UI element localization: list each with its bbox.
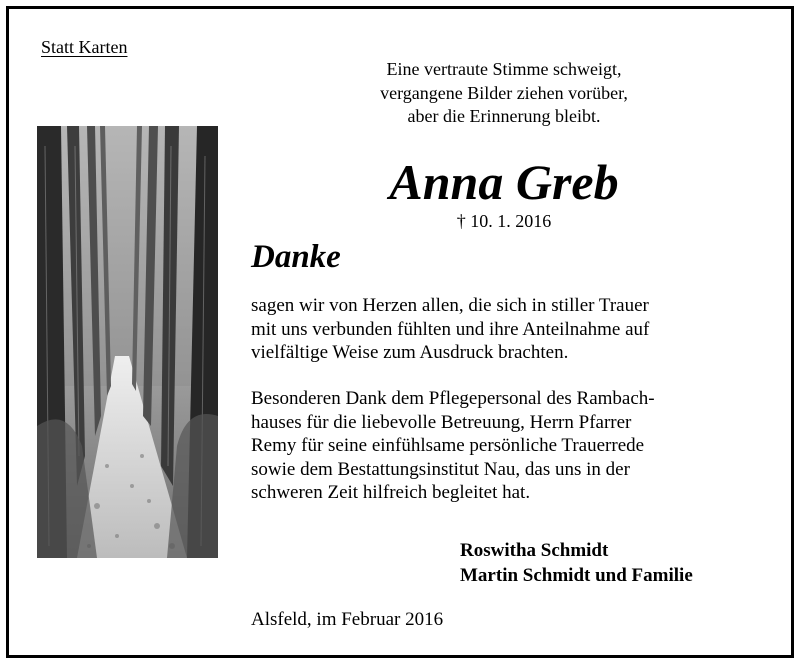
poem-line: aber die Erinnerung bleibt. [407,106,601,126]
paragraph-line: sowie dem Bestattungsinstitut Nau, das uns in der [251,458,630,480]
thanks-paragraph-2 [251,387,742,505]
paragraph-line: Besonderen Dank dem Pflegepersonal des Rambach- [251,388,655,409]
paragraph-line: schweren Zeit hilfreich begleitet hat. [251,482,531,503]
poem-line: Eine vertraute Stimme schweigt, [386,59,622,79]
dagger-icon: † [456,211,466,231]
thanks-paragraph-1 [251,294,742,365]
deceased-name: Anna Greb [389,154,619,210]
place-and-date: Alsfeld, im Februar 2016 [251,609,444,630]
signatory-name: Martin Schmidt und Familie [460,565,693,586]
obituary-frame [6,6,794,658]
poem [339,58,669,129]
paragraph-line: mit uns verbunden fühlten und ihre Anteilnahme auf [251,318,650,340]
signatories [460,538,693,588]
poem-line: vergangene Bilder ziehen vorüber, [380,82,628,103]
tree-lined-path-photo [37,126,218,558]
signatory-name: Roswitha Schmidt [460,540,609,561]
death-date-line [339,209,669,233]
danke-heading: Danke [251,239,341,275]
death-date: 10. 1. 2016 [470,211,552,231]
statt-karten-label: Statt Karten [41,37,128,57]
paragraph-line: vielfältige Weise zum Ausdruck brachten. [251,342,569,363]
paragraph-line: Remy für seine einfühlsame persönliche Trauerrede [251,435,645,456]
paragraph-line: sagen wir von Herzen allen, die sich in stiller Trauer [251,295,649,316]
paragraph-line: hauses für die liebevolle Betreuung, Herrn Pfarrer [251,411,632,433]
